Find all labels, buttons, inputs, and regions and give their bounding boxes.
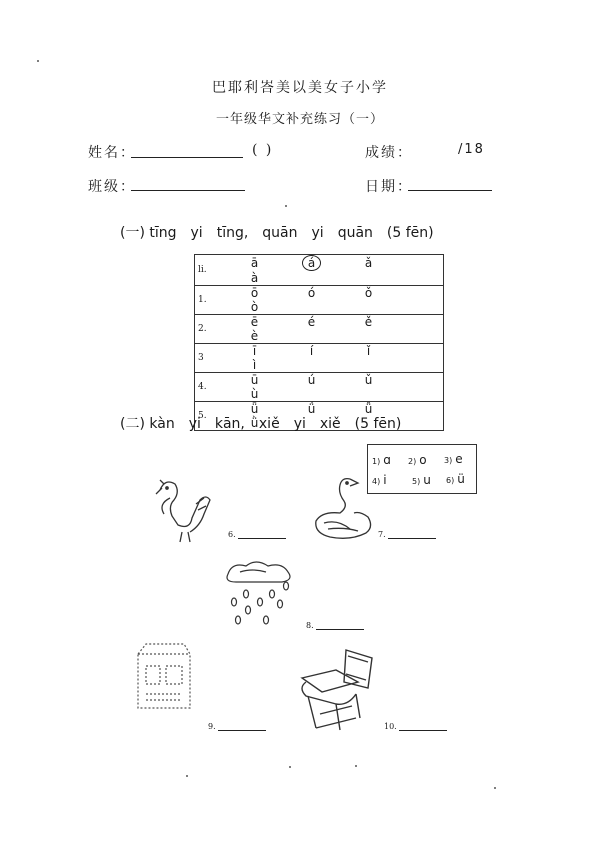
- answer-6: 6.: [228, 530, 286, 539]
- tone-option[interactable]: [226, 300, 283, 314]
- tone-row: [195, 255, 444, 286]
- row-number: 2.: [195, 315, 227, 344]
- tone-letter: ó: [307, 286, 316, 300]
- class-label: 班级：: [88, 179, 136, 195]
- tone-letter: ì: [252, 358, 257, 372]
- chair-image: [296, 644, 378, 734]
- tone-letter: ā: [250, 256, 259, 270]
- tone-option[interactable]: [340, 256, 397, 270]
- machine-image: [132, 640, 194, 712]
- tone-option[interactable]: [340, 344, 397, 358]
- tone-letter: ě: [364, 315, 373, 329]
- scan-speck: [37, 60, 39, 62]
- heading-part: kān,: [214, 416, 245, 432]
- answer-9: 9.: [208, 722, 266, 731]
- tone-row: [195, 344, 444, 373]
- heading-part: tīng,: [216, 225, 249, 241]
- tone-letter: ò: [250, 300, 259, 314]
- tone-letter: ǐ: [366, 344, 371, 358]
- goose-image: [310, 473, 380, 543]
- tone-letter: á: [302, 255, 321, 271]
- answer-8-blank[interactable]: [316, 628, 364, 630]
- tone-letter: ǘ: [307, 402, 316, 416]
- tone-row: [195, 315, 444, 344]
- scan-speck: [186, 775, 188, 777]
- tone-letter: é: [307, 315, 316, 329]
- tone-letter: ē: [250, 315, 259, 329]
- tone-option[interactable]: [340, 373, 397, 387]
- row-number: 5.: [195, 402, 227, 431]
- tone-option[interactable]: [226, 315, 283, 329]
- school-name: 巴耶利峇美以美女子小学: [212, 80, 388, 96]
- tone-option[interactable]: [283, 315, 340, 329]
- heading-part: (一) tīng: [120, 225, 177, 241]
- scan-speck: [285, 205, 287, 207]
- tone-letter: è: [250, 329, 259, 343]
- heading-part: xiě: [319, 416, 341, 432]
- heading-part: yi: [188, 416, 201, 432]
- answer-8: 8.: [306, 621, 364, 630]
- tone-option[interactable]: [226, 373, 283, 387]
- row-number: li.: [195, 255, 227, 286]
- answer-7: 7.: [378, 530, 436, 539]
- tone-letter: ō: [250, 286, 259, 300]
- tone-option[interactable]: [283, 344, 340, 358]
- heading-part: quān: [262, 225, 298, 241]
- tone-option[interactable]: [226, 271, 283, 285]
- tone-option[interactable]: [283, 255, 340, 271]
- answer-9-blank[interactable]: [218, 729, 266, 731]
- section1-heading: [120, 222, 448, 242]
- tone-option[interactable]: [226, 387, 283, 401]
- tone-letter: ī: [252, 344, 257, 358]
- name-field[interactable]: [131, 156, 243, 158]
- option-6: 6) ü: [446, 472, 465, 486]
- section2-heading: [120, 413, 415, 433]
- tone-letter: ǎ: [364, 256, 373, 270]
- tone-option[interactable]: [340, 315, 397, 329]
- tone-option[interactable]: [226, 329, 283, 343]
- score-value: /18: [458, 142, 485, 157]
- date-field[interactable]: [408, 189, 492, 191]
- tone-letter: à: [250, 271, 259, 285]
- heading-part: (5 fēn): [386, 225, 434, 241]
- heading-part: xiě: [258, 416, 280, 432]
- tone-letter: ū: [250, 373, 259, 387]
- heading-part: yi: [190, 225, 203, 241]
- tone-letter: ǚ: [364, 402, 373, 416]
- heading-part: (二) kàn: [120, 416, 175, 432]
- heading-part: yi: [311, 225, 324, 241]
- option-5: 5) u: [412, 473, 431, 487]
- tone-table: [194, 254, 444, 431]
- tone-option[interactable]: [283, 286, 340, 300]
- tone-row: [195, 286, 444, 315]
- class-field[interactable]: [131, 189, 245, 191]
- scan-speck: [355, 765, 357, 767]
- option-4: 4) i: [372, 473, 387, 487]
- option-1: 1) ɑ: [372, 453, 391, 467]
- tone-option[interactable]: [340, 286, 397, 300]
- worksheet-title: 一年级华文补充练习（一）: [215, 112, 384, 127]
- option-3: 3) e: [444, 452, 463, 466]
- row-number: 3: [195, 344, 227, 373]
- name-label: 姓名：: [88, 145, 136, 161]
- tone-letter: í: [309, 344, 314, 358]
- tone-letter: ǒ: [364, 286, 373, 300]
- heading-part: yi: [293, 416, 306, 432]
- tone-option[interactable]: [283, 373, 340, 387]
- score-label: 成绩：: [365, 145, 413, 161]
- options-box: [367, 444, 477, 494]
- answer-6-blank[interactable]: [238, 537, 286, 539]
- date-label: 日期：: [365, 179, 413, 195]
- tone-option[interactable]: [226, 358, 283, 372]
- index-paren: ( ): [252, 142, 274, 158]
- rain-cloud-image: [222, 558, 302, 630]
- tone-option[interactable]: [226, 256, 283, 270]
- tone-letter: ǜ: [250, 416, 259, 430]
- tone-option[interactable]: [226, 286, 283, 300]
- row-number: 4.: [195, 373, 227, 402]
- tone-letter: ú: [307, 373, 316, 387]
- tone-option[interactable]: [226, 344, 283, 358]
- row-number: 1.: [195, 286, 227, 315]
- heading-part: quān: [337, 225, 373, 241]
- answer-10: 10.: [384, 722, 447, 731]
- tone-row: [195, 373, 444, 402]
- tone-letter: ù: [250, 387, 259, 401]
- tone-letter: ǖ: [250, 402, 259, 416]
- heading-part: (5 fēn): [354, 416, 402, 432]
- option-2: 2) o: [408, 453, 427, 467]
- answer-10-blank[interactable]: [399, 729, 447, 731]
- tone-letter: ǔ: [364, 373, 373, 387]
- answer-7-blank[interactable]: [388, 537, 436, 539]
- rooster-image: [150, 470, 215, 545]
- scan-speck: [289, 766, 291, 768]
- scan-speck: [494, 787, 496, 789]
